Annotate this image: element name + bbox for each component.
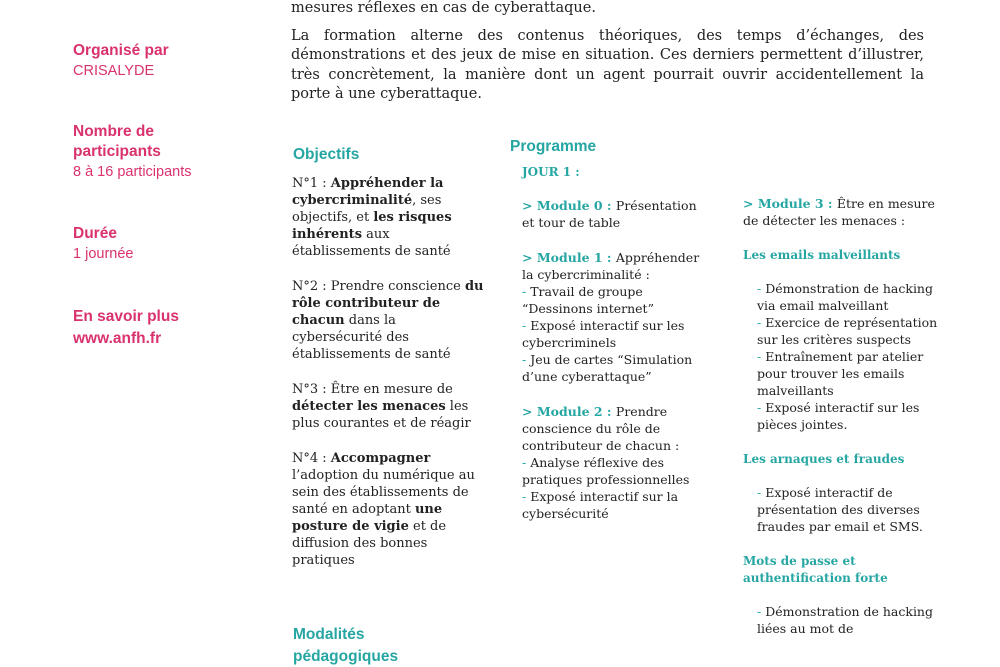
intro-text <box>291 0 924 105</box>
objectif-4: N°4 : Accompagner l’adoption du numérique au sein des établissements de santé en adoptant une posture de vigie et de diffusion des bonnes pratiques <box>292 451 475 568</box>
module-3: > Module 3 : Être en mesure de détecter les menaces : <box>743 196 935 228</box>
list-item: - Exposé interactif sur les cybercriminels <box>522 318 685 350</box>
emails-heading: Les emails malveillants <box>743 248 901 262</box>
objectifs-heading: Objectifs <box>293 146 360 163</box>
mdp-heading-2: authentification forte <box>743 571 888 585</box>
list-item: - Exposé interactif sur les pièces jointes. <box>757 400 920 432</box>
module-2: > Module 2 : Prendre conscience du rôle de contributeur de chacun : - Analyse réflexive des pratiques professionnelles - Exposé interactif sur la cybersécurité <box>522 403 709 522</box>
arnaques-list <box>743 484 943 535</box>
emails-list <box>743 280 943 433</box>
mdp-heading-1: Mots de passe et <box>743 554 856 568</box>
duree-label: Durée <box>73 225 117 242</box>
list-item: - Entraînement par atelier pour trouver les emails malveillants <box>757 349 924 398</box>
objectifs-list <box>292 175 489 587</box>
programme-col-1 <box>522 197 709 540</box>
list-item: - Démonstration de hacking liées au mot de <box>757 604 933 636</box>
participants-label-2: participants <box>73 143 161 160</box>
objectif-1: N°1 : Appréhender la cybercriminalité, ses objectifs, et les risques inhérents aux établissements de santé <box>292 176 452 259</box>
programme-heading: Programme <box>510 138 597 155</box>
list-item: - Exposé interactif de présentation des diverses fraudes par email et SMS. <box>757 485 923 534</box>
module-1: > Module 1 : Appréhender la cybercriminalité : - Travail de groupe “Dessinons internet” - Exposé interactif sur les cybercriminels - Jeu de cartes “Simulation d’une cyberattaque” <box>522 249 709 385</box>
list-item: - Exercice de représentation sur les critères suspects <box>757 315 938 347</box>
intro-line-top: mesures réflexes en cas de cyberattaque. <box>291 0 596 16</box>
objectif-2: N°2 : Prendre conscience du rôle contributeur de chacun dans la cybersécurité des établissements de santé <box>292 279 484 362</box>
organise-value: CRISALYDE <box>73 63 155 79</box>
jour-1: JOUR 1 : <box>522 165 580 179</box>
module-0: > Module 0 : Présentation et tour de table <box>522 198 697 230</box>
participants-label-1: Nombre de <box>73 123 154 140</box>
savoir-label: En savoir plus <box>73 308 179 325</box>
list-item: - Analyse réflexive des pratiques professionnelles <box>522 455 690 487</box>
objectif-3: N°3 : Être en mesure de détecter les menaces les plus courantes et de réagir <box>292 382 471 431</box>
programme-col-2 <box>743 195 943 637</box>
participants-value: 8 à 16 participants <box>73 164 192 180</box>
mdp-list <box>743 603 943 637</box>
list-item: - Travail de groupe “Dessinons internet” <box>522 284 654 316</box>
organise-label: Organisé par <box>73 42 169 59</box>
anfh-link[interactable]: www.anfh.fr <box>73 330 162 347</box>
arnaques-heading: Les arnaques et fraudes <box>743 452 905 466</box>
list-item: - Exposé interactif sur la cybersécurité <box>522 489 679 521</box>
list-item: - Jeu de cartes “Simulation d’une cyberattaque” <box>522 352 693 384</box>
duree-value: 1 journée <box>73 246 134 262</box>
modalites-heading-2: pédagogiques <box>293 648 399 665</box>
modalites-heading-1: Modalités <box>293 626 365 643</box>
list-item: - Démonstration de hacking via email malveillant <box>757 281 933 313</box>
intro-paragraph: La formation alterne des contenus théoriques, des temps d’échanges, des démonstrations et des jeux de mise en situation. Ces derniers permettent d’illustrer, très concrètement, la manière dont un agent pourrait ouvrir accidentellement la porte à une cyberattaque. <box>291 27 924 102</box>
